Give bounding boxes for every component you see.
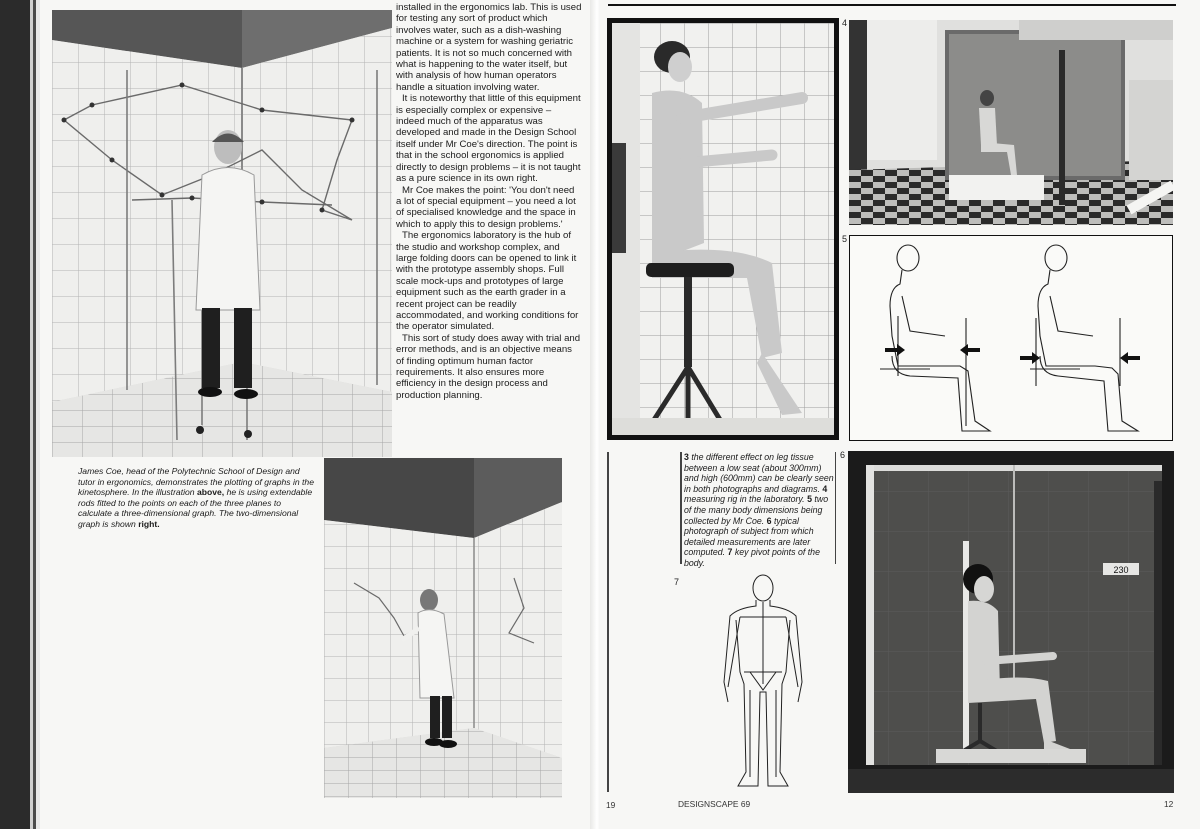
measurement-subject-photo xyxy=(848,451,1174,793)
caption-emphasis-above: above, xyxy=(196,487,225,498)
caption-figure-ref: 3 xyxy=(684,452,689,462)
top-rule xyxy=(608,4,1176,6)
caption-figure-ref: 5 xyxy=(807,494,812,505)
seated-subject-photo xyxy=(612,23,834,435)
body-paragraph: This sort of study does away with trial and error methods, and is an objective means of finding optimum human factor requirements. It also ensures more efficiency in the design process and production planning. xyxy=(396,332,581,401)
body-paragraph: The ergonomics laboratory is the hub of the studio and workshop complex, and large folding doors can be opened to link it with the prototype assembly shops. Full scale mock-ups and prototypes of large equipment such as the earth grader in a recent project can be readily accommodated, and working conditions for the operator simulated. xyxy=(396,230,579,333)
running-footer: DESIGNSCAPE 69 xyxy=(678,799,751,809)
caption-column-rule-left xyxy=(607,452,609,792)
measurement-subject-photo-image xyxy=(848,451,1174,793)
caption-text: two of the many body dimensions being collected by Mr Coe. xyxy=(684,494,829,526)
body-paragraph: It is noteworthy that little of this equipment is especially complex or expensive – indeed much of the apparatus was developed and made in the Design School itself under Mr Coe's direction. The point is that in the school ergonomics is applied directly to design problems – it is not taught as a pure science in its own right. xyxy=(396,93,581,185)
page-number-right: 12 xyxy=(1164,799,1174,809)
caption-text: key pivot points of the body. xyxy=(684,547,820,568)
caption-emphasis-right: right. xyxy=(138,518,160,529)
caption-text: he is using extendable rods fitted to the points on each of the three planes to calculate a three-dimensional graph. The two-dimensional graph is shown xyxy=(78,487,313,529)
body-paragraph: Mr Coe makes the point: 'You don't need a lot of special equipment – you need a lot of specialised knowledge and the space in which to apply this to design problems.' xyxy=(396,184,576,230)
kinetosphere-photo-main-image xyxy=(52,10,392,457)
pivot-points-diagram xyxy=(708,572,818,794)
figure-number-5: 5 xyxy=(842,234,848,244)
kinetosphere-caption xyxy=(78,466,316,530)
caption-text: measuring rig in the laboratory. xyxy=(684,494,808,505)
measuring-rig-photo-image xyxy=(849,20,1173,225)
caption-text: the different effect on leg tissue between a low seat (about 300mm) and high (600mm) can be clearly seen in both photographs and diagrams. xyxy=(684,452,834,494)
measuring-rig-photo xyxy=(849,20,1173,225)
caption-rule xyxy=(680,452,682,564)
left-page-edge-shadow xyxy=(0,0,40,829)
seated-subject-photo-image xyxy=(612,23,834,435)
caption-text: James Coe, head of the Polytechnic School of Design and tutor in ergonomics, demonstrates the plotting of graphs in the kinetosphere. In the illustration xyxy=(78,466,314,498)
kinetosphere-photo-secondary-image xyxy=(324,458,562,798)
measure-readout-label: 230 xyxy=(1113,565,1129,575)
caption-column-rule-right xyxy=(835,452,836,564)
caption-figure-ref: 4 xyxy=(822,483,828,494)
figure-number-6: 6 xyxy=(840,450,846,460)
caption-figure-ref: 7 xyxy=(727,547,733,558)
body-dimension-diagram-image xyxy=(850,236,1172,440)
right-page xyxy=(600,0,1200,829)
article-body-column xyxy=(396,2,582,401)
kinetosphere-photo-secondary xyxy=(324,458,562,798)
pivot-points-diagram-image xyxy=(708,572,818,794)
caption-figure-ref: 6 xyxy=(766,515,772,526)
caption-text: typical photograph of subject from which detailed measurements are later computed. xyxy=(684,515,814,558)
page-number-left-footer: 19 xyxy=(606,800,616,810)
figure-number-7: 7 xyxy=(674,577,680,587)
left-page xyxy=(0,0,596,829)
body-paragraph: installed in the ergonomics lab. This is used for testing any sort of product which involves water, such as a dish-washing machine or a system for washing geriatric patients. It is not so much concerned with what is happening to the water itself, but with analysis of how human operators handle a situation involving water. xyxy=(396,2,582,93)
figure-number-4: 4 xyxy=(842,18,848,28)
body-dimension-diagram xyxy=(849,235,1173,441)
kinetosphere-photo-main xyxy=(52,10,392,457)
figures-caption xyxy=(684,452,834,569)
